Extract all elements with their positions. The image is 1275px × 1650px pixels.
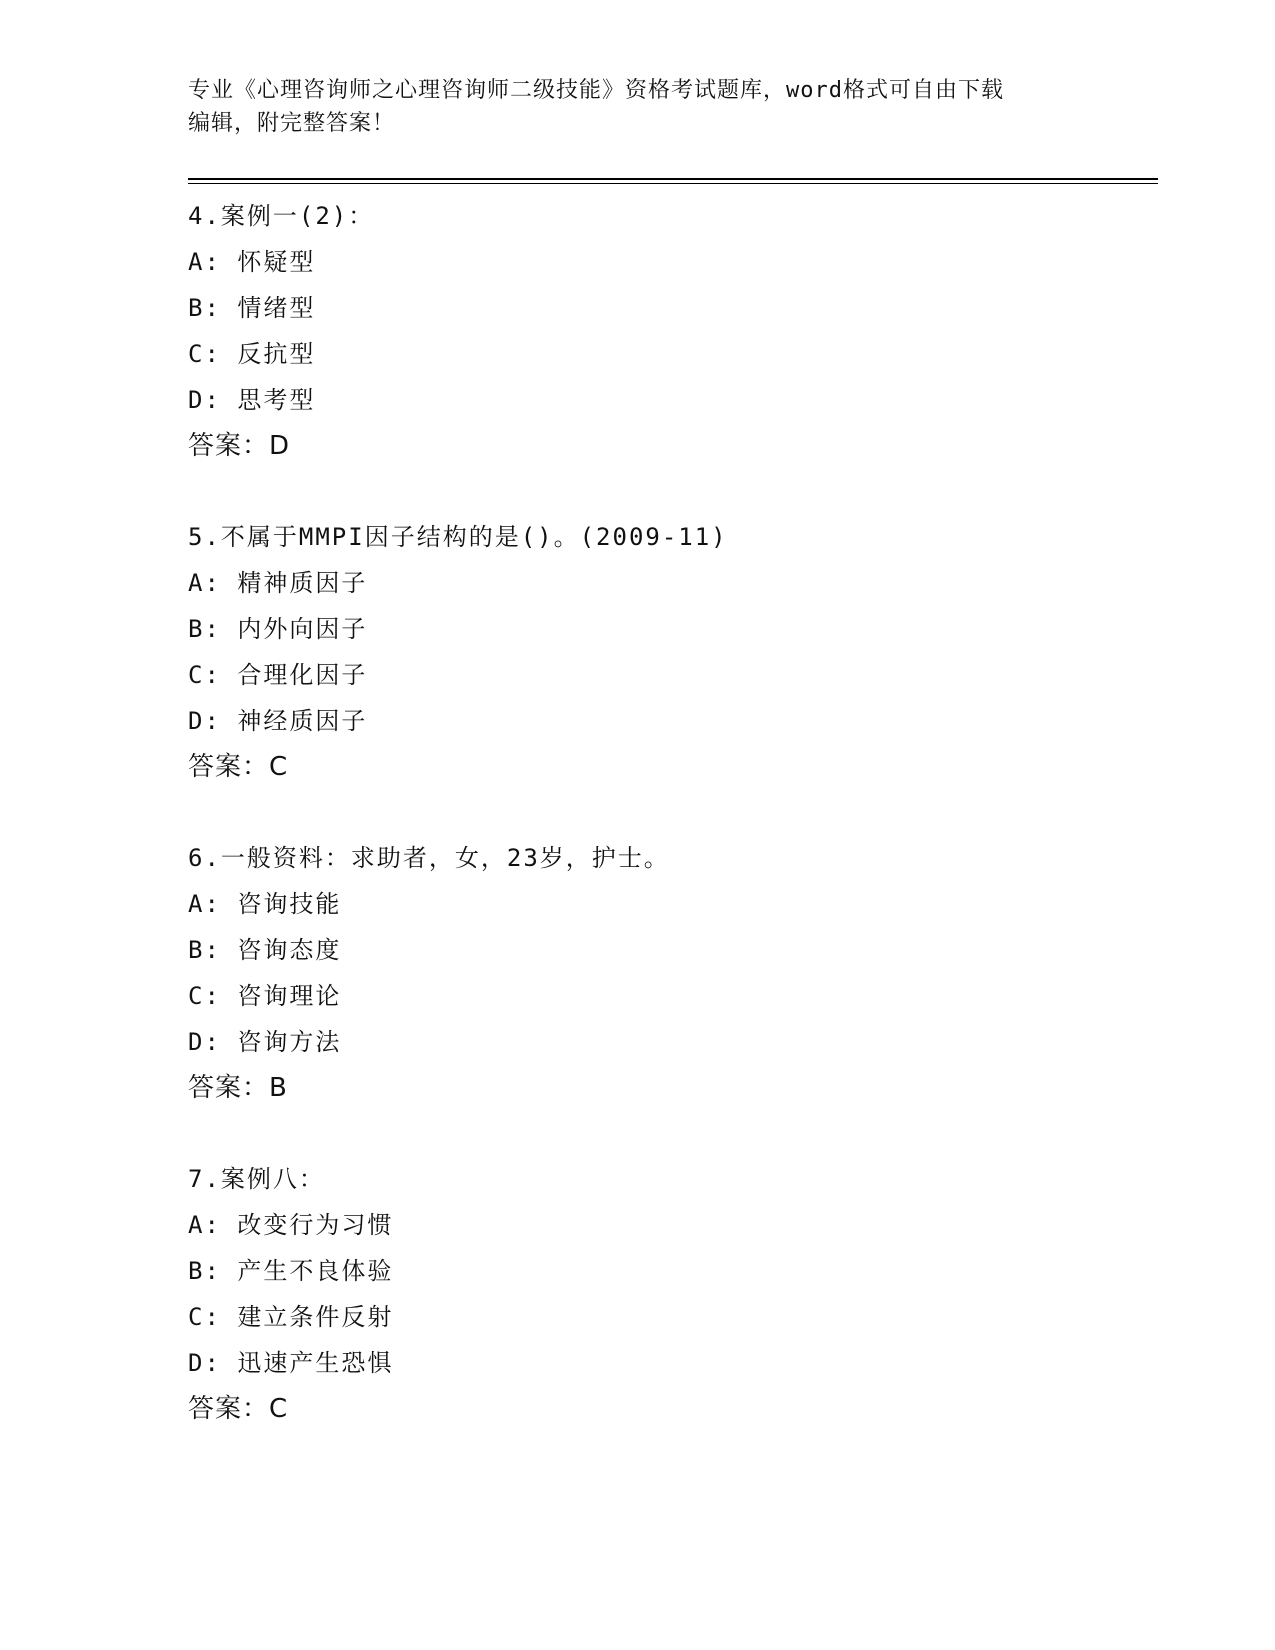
- option-d: D: 思考型: [188, 386, 316, 414]
- option-a: A: 咨询技能: [188, 890, 342, 918]
- question-stem: 5.不属于MMPI因子结构的是()。(2009-11): [188, 523, 728, 551]
- header-divider-thin: [188, 183, 1158, 184]
- option-c: C: 反抗型: [188, 340, 316, 368]
- question-stem: 4.案例一(2)：: [188, 202, 375, 230]
- option-b: B: 产生不良体验: [188, 1257, 394, 1285]
- option-c: C: 合理化因子: [188, 661, 368, 689]
- question-stem: 6.一般资料：求助者，女，23岁，护士。: [188, 844, 670, 872]
- option-d: D: 迅速产生恐惧: [188, 1349, 394, 1377]
- option-b: B: 情绪型: [188, 294, 316, 322]
- question-list: [188, 193, 1158, 1477]
- answer-line: 答案：B: [188, 1073, 288, 1103]
- option-a: A: 怀疑型: [188, 248, 316, 276]
- question-stem: 7.案例八：: [188, 1165, 325, 1193]
- header-divider-thick: [188, 178, 1158, 180]
- header-line-2: 编辑，附完整答案！: [188, 111, 396, 136]
- document-header: [188, 74, 1088, 140]
- option-b: B: 咨询态度: [188, 936, 342, 964]
- option-d: D: 咨询方法: [188, 1028, 342, 1056]
- header-line-1: 专业《心理咨询师之心理咨询师二级技能》资格考试题库，word格式可自由下载: [188, 78, 1004, 103]
- answer-line: 答案：C: [188, 752, 289, 782]
- option-c: C: 建立条件反射: [188, 1303, 394, 1331]
- answer-line: 答案：C: [188, 1394, 289, 1424]
- answer-line: 答案：D: [188, 431, 291, 461]
- option-a: A: 精神质因子: [188, 569, 368, 597]
- option-c: C: 咨询理论: [188, 982, 342, 1010]
- option-b: B: 内外向因子: [188, 615, 368, 643]
- option-a: A: 改变行为习惯: [188, 1211, 394, 1239]
- question-6: [188, 835, 1158, 1111]
- option-d: D: 神经质因子: [188, 707, 368, 735]
- question-4: [188, 193, 1158, 469]
- question-7: [188, 1156, 1158, 1432]
- question-5: [188, 514, 1158, 790]
